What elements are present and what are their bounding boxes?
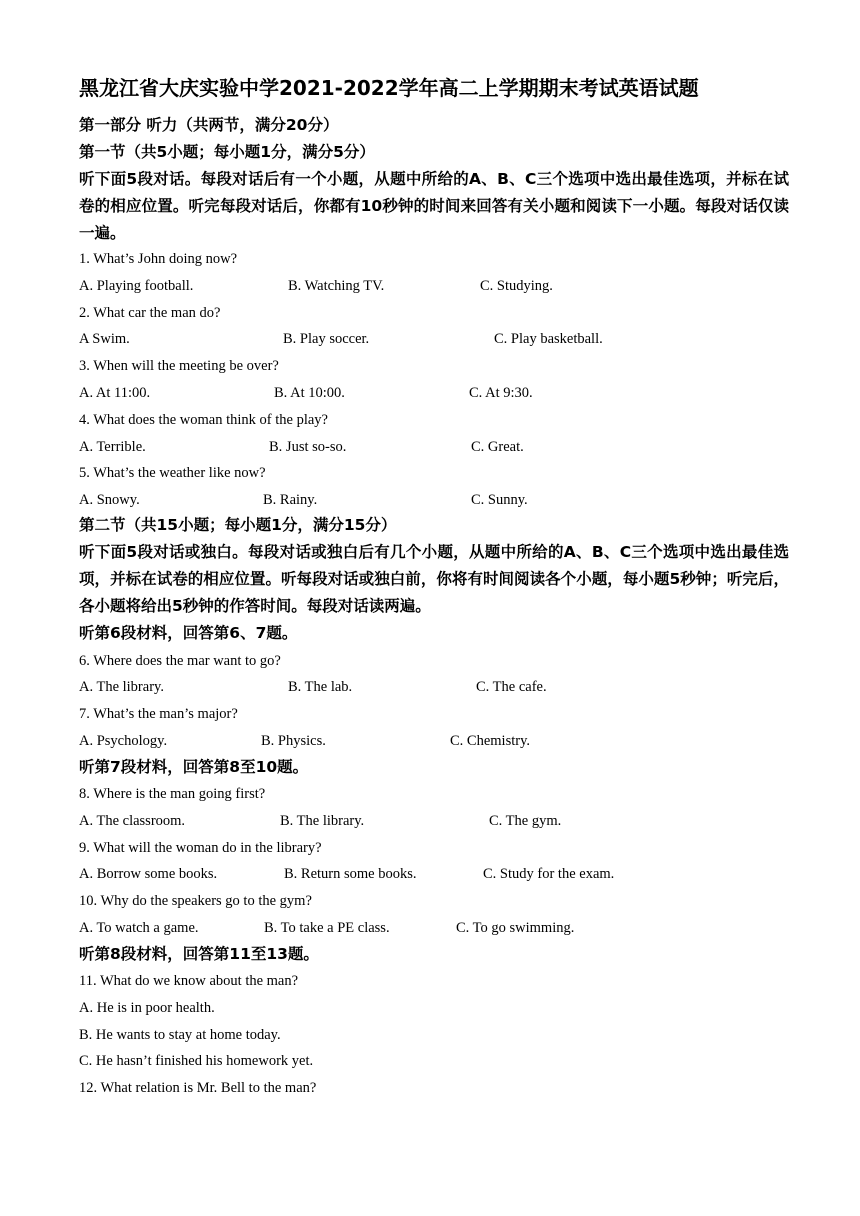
option-a: A. To watch a game. bbox=[79, 920, 199, 936]
question-1: 1. What’s John doing now? bbox=[79, 251, 238, 267]
option-b: B. Physics. bbox=[261, 733, 326, 749]
option-b: B. Watching TV. bbox=[288, 278, 385, 294]
question-6-options bbox=[79, 677, 839, 697]
option-a: A. Terrible. bbox=[79, 439, 146, 455]
question-5-options bbox=[79, 490, 839, 510]
option-a: A. The classroom. bbox=[79, 813, 186, 829]
option-c: C. The cafe. bbox=[476, 679, 547, 695]
question-9-options bbox=[79, 864, 839, 884]
option-c: C. Studying. bbox=[480, 278, 553, 294]
option-b: B. Return some books. bbox=[284, 866, 417, 882]
question-12: 12. What relation is Mr. Bell to the man? bbox=[79, 1080, 317, 1096]
option-a: A Swim. bbox=[79, 331, 130, 347]
question-11: 11. What do we know about the man? bbox=[79, 973, 299, 989]
option-a: A. Playing football. bbox=[79, 278, 194, 294]
question-3-options bbox=[79, 383, 839, 403]
exam-title: 黑龙江省大庆实验中学2021-2022学年高二上学期期末考试英语试题 bbox=[79, 76, 699, 100]
question-11-option-a: A. He is in poor health. bbox=[79, 1000, 215, 1016]
option-a: A. Borrow some books. bbox=[79, 866, 218, 882]
question-8: 8. Where is the man going first? bbox=[79, 786, 266, 802]
question-11-option-b: B. He wants to stay at home today. bbox=[79, 1027, 281, 1043]
section1-instruction: 听下面5段对话。每段对话后有一个小题，从题中所给的A、B、C三个选项中选出最佳选项，并标在试卷的相应位置。听完每段对话后，你都有10秒钟的时间来回答有关小题和阅读下一小题。每段对话仅读一遍。 bbox=[79, 170, 789, 242]
option-a: A. Psychology. bbox=[79, 733, 168, 749]
option-c: C. Study for the exam. bbox=[483, 866, 615, 882]
part1-heading: 第一部分 听力（共两节，满分20分） bbox=[79, 116, 339, 134]
question-10: 10. Why do the speakers go to the gym? bbox=[79, 893, 312, 909]
option-c: C. Chemistry. bbox=[450, 733, 531, 749]
option-a: A. At 11:00. bbox=[79, 385, 151, 401]
option-c: C. At 9:30. bbox=[469, 385, 533, 401]
question-2: 2. What car the man do? bbox=[79, 305, 221, 321]
question-8-options bbox=[79, 811, 839, 831]
question-4-options bbox=[79, 437, 839, 457]
question-7-options bbox=[79, 731, 839, 751]
option-c: C. Sunny. bbox=[471, 492, 528, 508]
material-7-heading: 听第7段材料，回答第8至10题。 bbox=[79, 758, 309, 776]
question-11-option-c: C. He hasn’t finished his homework yet. bbox=[79, 1053, 314, 1069]
option-a: A. The library. bbox=[79, 679, 164, 695]
question-4: 4. What does the woman think of the play? bbox=[79, 412, 328, 428]
section1-heading: 第一节（共5小题；每小题1分，满分5分） bbox=[79, 143, 375, 161]
option-c: C. To go swimming. bbox=[456, 920, 575, 936]
option-b: B. Rainy. bbox=[263, 492, 318, 508]
option-b: B. To take a PE class. bbox=[264, 920, 390, 936]
option-b: B. The lab. bbox=[288, 679, 353, 695]
question-2-options bbox=[79, 329, 839, 349]
option-b: B. Just so-so. bbox=[269, 439, 347, 455]
material-8-heading: 听第8段材料，回答第11至13题。 bbox=[79, 945, 319, 963]
option-b: B. The library. bbox=[280, 813, 365, 829]
option-c: C. Play basketball. bbox=[494, 331, 603, 347]
material-6-heading: 听第6段材料，回答第6、7题。 bbox=[79, 624, 298, 642]
question-3: 3. When will the meeting be over? bbox=[79, 358, 279, 374]
section2-instruction: 听下面5段对话或独白。每段对话或独白后有几个小题，从题中所给的A、B、C三个选项中选出最佳选项，并标在试卷的相应位置。听每段对话或独白前，你将有时间阅读各个小题，每小题5秒钟；听完后，各小题将给出5秒钟的作答时间。每段对话读两遍。 bbox=[79, 543, 789, 615]
section2-heading: 第二节（共15小题；每小题1分，满分15分） bbox=[79, 516, 397, 534]
option-b: B. At 10:00. bbox=[274, 385, 345, 401]
option-a: A. Snowy. bbox=[79, 492, 140, 508]
option-b: B. Play soccer. bbox=[283, 331, 370, 347]
question-6: 6. Where does the mar want to go? bbox=[79, 653, 281, 669]
question-1-options bbox=[79, 276, 839, 296]
question-5: 5. What’s the weather like now? bbox=[79, 465, 266, 481]
question-7: 7. What’s the man’s major? bbox=[79, 706, 238, 722]
question-9: 9. What will the woman do in the library? bbox=[79, 840, 322, 856]
question-10-options bbox=[79, 918, 839, 938]
option-c: C. The gym. bbox=[489, 813, 562, 829]
option-c: C. Great. bbox=[471, 439, 524, 455]
